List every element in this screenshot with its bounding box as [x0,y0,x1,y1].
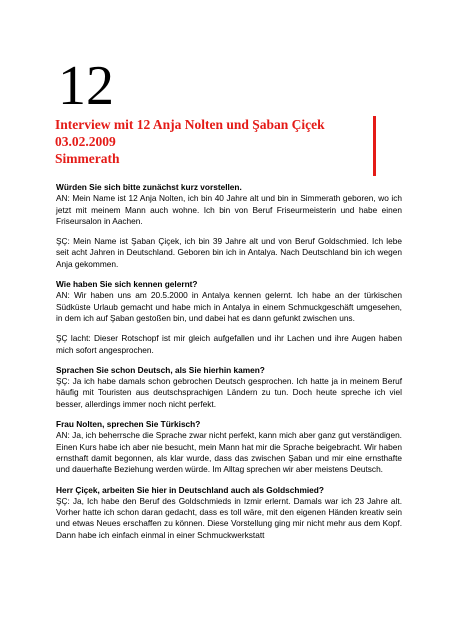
interview-body [56,182,402,541]
answer-paragraph: ŞÇ lacht: Dieser Rotschopf ist mir gleich aufgefallen und ihr Lachen und ihre Augen haben mich sofort angesprochen. [56,333,402,355]
answer-paragraph: AN: Mein Name ist 12 Anja Nolten, ich bin 40 Jahre alt und bin in Simmerath geboren, wo ich jetzt mit meinem Mann auch wohne. Ich bin von Beruf Friseurmeisterin und habe einen Friseursalon in Aachen. [56,193,402,226]
interview-title-block [55,116,376,176]
answer-paragraph: ŞÇ: Ja ich habe damals schon gebrochen Deutsch gesprochen. Ich hatte ja in meinem Beruf häufig mit Touristen aus deutschsprachigen Ländern zu tun. Doch heute spreche ich viel besser, allerdings immer noch nicht perfekt. [56,376,402,409]
answer-paragraph: AN: Wir haben uns am 20.5.2000 in Antalya kennen gelernt. Ich habe an der türkischen Südküste Urlaub gemacht und habe mich in Antalya in einem Schmuckgeschäft umgesehen, in dem ich auf Şaban gestoßen bin, und dabei hat es dann gefunkt zwischen uns. [56,290,402,323]
page-number: 12 [58,55,114,117]
question-heading: Wie haben Sie sich kennen gelernt? [56,279,198,290]
answer-paragraph: ŞÇ: Ja, Ich habe den Beruf des Goldschmieds in Izmir erlernt. Damals war ich 23 Jahre alt. Vorher hatte ich schon daran gedacht, dass es toll wäre, mit den eigenen Händen kreativ sein und etwas Neues erschaffen zu können. Diese Vorstellung ging mir nicht mehr aus dem Kopf. Dann habe ich einfach einmal in einer Schmuckwerkstatt [56,495,402,540]
question-heading: Sprachen Sie schon Deutsch, als Sie hierhin kamen? [56,364,265,375]
question-heading: Frau Nolten, sprechen Sie Türkisch? [56,419,201,430]
question-heading: Herr Çiçek, arbeiten Sie hier in Deutschland auch als Goldschmied? [56,484,324,495]
title-line-place: Simmerath [55,151,120,166]
title-line-date: 03.02.2009 [55,134,116,149]
question-heading: Würden Sie sich bitte zunächst kurz vorstellen. [56,182,242,192]
answer-paragraph: AN: Ja, ich beherrsche die Sprache zwar nicht perfekt, kann mich aber ganz gut verständigen. Einen Kurs habe ich aber nie besucht, mein Mann hat mir die Sprache beigebracht. Wir haben ernsthaft damit begonnen, als klar wurde, dass das zwischen Şaban und mir eine ernsthafte und dauerhafte Beziehung werden würde. Im Alltag sprechen wir aber meistens Deutsch. [56,430,402,475]
title-line-names: Interview mit 12 Anja Nolten und Şaban Çiçek [55,117,325,132]
answer-paragraph: ŞÇ: Mein Name ist Şaban Çiçek, ich bin 39 Jahre alt und von Beruf Goldschmied. Ich lebe seit acht Jahren in Deutschland. Geboren bin ich in Antalya. Nach Deutschland bin ich wegen Anja gekommen. [56,236,402,269]
